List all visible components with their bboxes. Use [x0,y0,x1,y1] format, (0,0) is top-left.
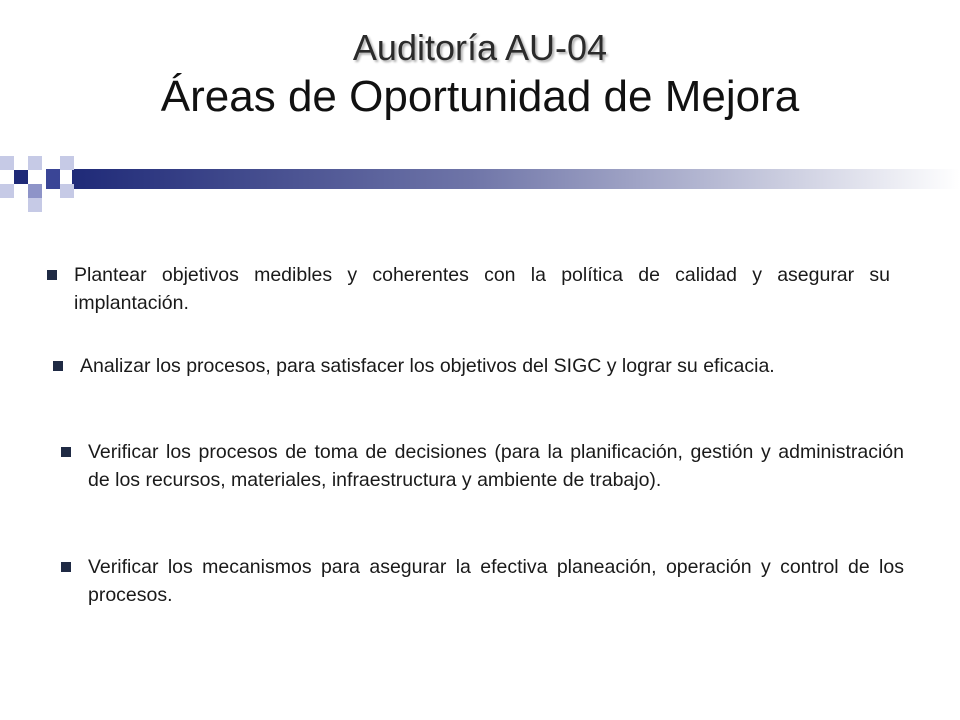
bullet-text: Verificar los mecanismos para asegurar la efectiva planeación, operación y control de los procesos. [88,556,904,606]
title-line-audit: Auditoría AU-04 [352,27,608,68]
bullet-item-3 [61,438,904,494]
bullet-marker [47,270,57,280]
bullet-marker [61,447,71,457]
bullet-item-2 [53,352,895,380]
bullet-text: Plantear objetivos medibles y coherentes con la política de calidad y asegurar su implantación. [74,264,890,314]
bullet-marker [61,562,71,572]
bullet-text: Verificar los procesos de toma de decisiones (para la planificación, gestión y administración de los recursos, materiales, infraestructura y ambiente de trabajo). [88,441,904,491]
title-line-areas: Áreas de Oportunidad de Mejora [160,72,800,121]
bullet-text: Analizar los procesos, para satisfacer los objetivos del SIGC y lograr su eficacia. [80,355,775,377]
bullet-item-4 [61,553,904,609]
bullet-marker [53,361,63,371]
bullet-item-1 [47,261,890,317]
